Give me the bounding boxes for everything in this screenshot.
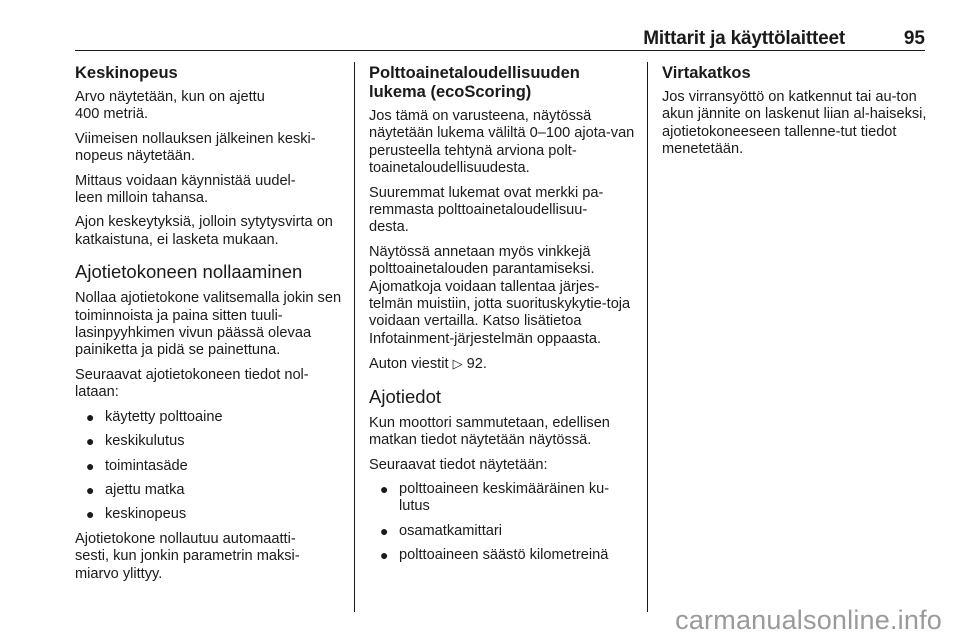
heading-reset: Ajotietokoneen nollaaminen xyxy=(75,261,303,283)
paragraph: Ajon keskeytyksiä, jolloin sytytysvirta on katkaistuna, ei lasketa mukaan. xyxy=(75,214,333,248)
reference-page[interactable]: 92. xyxy=(466,356,487,373)
column-right xyxy=(662,64,930,166)
header-divider xyxy=(75,50,925,51)
page-title: Mittarit ja käyttölaitteet xyxy=(643,28,845,49)
paragraph: Suuremmat lukemat ovat merkki pa-remmasta polttoainetaloudellisuu-desta. xyxy=(369,184,604,236)
column-left xyxy=(75,64,343,590)
reference-line xyxy=(369,355,637,373)
column-divider-1 xyxy=(354,62,355,612)
bullet-dot-icon: ● xyxy=(86,408,95,425)
list-item xyxy=(75,458,343,475)
list-item-text: käytetty polttoaine xyxy=(105,408,223,425)
paragraph: Viimeisen nollauksen jälkeinen keski-nopeus näytetään. xyxy=(75,130,316,165)
paragraph: Ajotietokone nollautuu automaatti-sesti, kun jonkin parametrin maksi-miarvo ylittyy. xyxy=(75,530,300,582)
list-item xyxy=(369,547,637,564)
paragraph: Jos tämä on varusteena, näytössä näytetään lukema väliltä 0–100 ajota-van perusteella tehtynä arviona polt-toainetaloudellisuudesta. xyxy=(369,108,635,177)
list-item xyxy=(75,409,343,426)
watermark: carmanualsonline.info xyxy=(675,605,942,635)
reference-text: Auton viestit xyxy=(369,356,449,373)
page-number: 95 xyxy=(903,28,925,49)
bullet-dot-icon: ● xyxy=(86,506,95,523)
list-item xyxy=(75,482,343,499)
bullet-dot-icon: ● xyxy=(86,481,95,498)
list-item-text: polttoaineen keskimääräinen ku-lutus xyxy=(399,480,610,515)
bullet-dot-icon: ● xyxy=(86,457,95,474)
list-item xyxy=(369,523,637,540)
list-item-text: osamatkamittari xyxy=(399,522,502,539)
column-divider-2 xyxy=(647,62,648,612)
reference-arrow-icon: ▷ xyxy=(452,356,463,372)
paragraph: Nollaa ajotietokone valitsemalla jokin sen toiminnoista ja paina sitten tuuli-lasinpyyhkimen vivun päässä olevaa painiketta ja pidä se painettuna. xyxy=(75,290,342,359)
paragraph: Kun moottori sammutetaan, edellisen matkan tiedot näytetään näytössä. xyxy=(369,414,610,449)
list-item-text: keskinopeus xyxy=(105,506,187,523)
heading-virtakatkos: Virtakatkos xyxy=(662,64,751,82)
page-header xyxy=(75,28,925,50)
bullet-dot-icon: ● xyxy=(380,547,389,564)
list-item-text: toimintasäde xyxy=(105,457,188,474)
paragraph: Näytössä annetaan myös vinkkejä polttoainetalouden parantamiseksi. Ajomatkoja voidaan tallentaa järjes-telmän muistiin, jotta suorituskykytie-toja voidaan vertailla. Katso lisätietoa Infotainment-järjestelmän oppaasta. xyxy=(369,243,631,347)
list-item-text: ajettu matka xyxy=(105,481,185,498)
paragraph: Seuraavat ajotietokoneen tiedot nol-lataan: xyxy=(75,366,309,401)
list-item-text: polttoaineen säästö kilometreinä xyxy=(399,547,609,564)
reset-list xyxy=(75,409,343,524)
paragraph: Arvo näytetään, kun on ajettu 400 metriä. xyxy=(75,89,265,123)
bullet-dot-icon: ● xyxy=(380,522,389,539)
list-item xyxy=(75,506,343,523)
paragraph: Jos virransyöttö on katkennut tai au-ton akun jännite on laskenut liian al-haiseksi, ajotietokoneeseen tallenne-tut tiedot menetetään. xyxy=(662,89,927,158)
paragraph: Mittaus voidaan käynnistää uudel-leen milloin tahansa. xyxy=(75,172,296,207)
bullet-dot-icon: ● xyxy=(86,433,95,450)
list-item-text: keskikulutus xyxy=(105,433,185,450)
column-middle xyxy=(369,64,637,572)
heading-keskinopeus: Keskinopeus xyxy=(75,64,178,82)
bullet-dot-icon: ● xyxy=(380,480,389,497)
heading-ajotiedot: Ajotiedot xyxy=(369,385,441,407)
heading-ecoscoring: Polttoainetaloudellisuuden lukema (ecoScoring) xyxy=(369,64,580,101)
paragraph: Seuraavat tiedot näytetään: xyxy=(369,456,548,473)
list-item xyxy=(369,481,637,516)
list-item xyxy=(75,433,343,450)
ajotiedot-list xyxy=(369,481,637,565)
